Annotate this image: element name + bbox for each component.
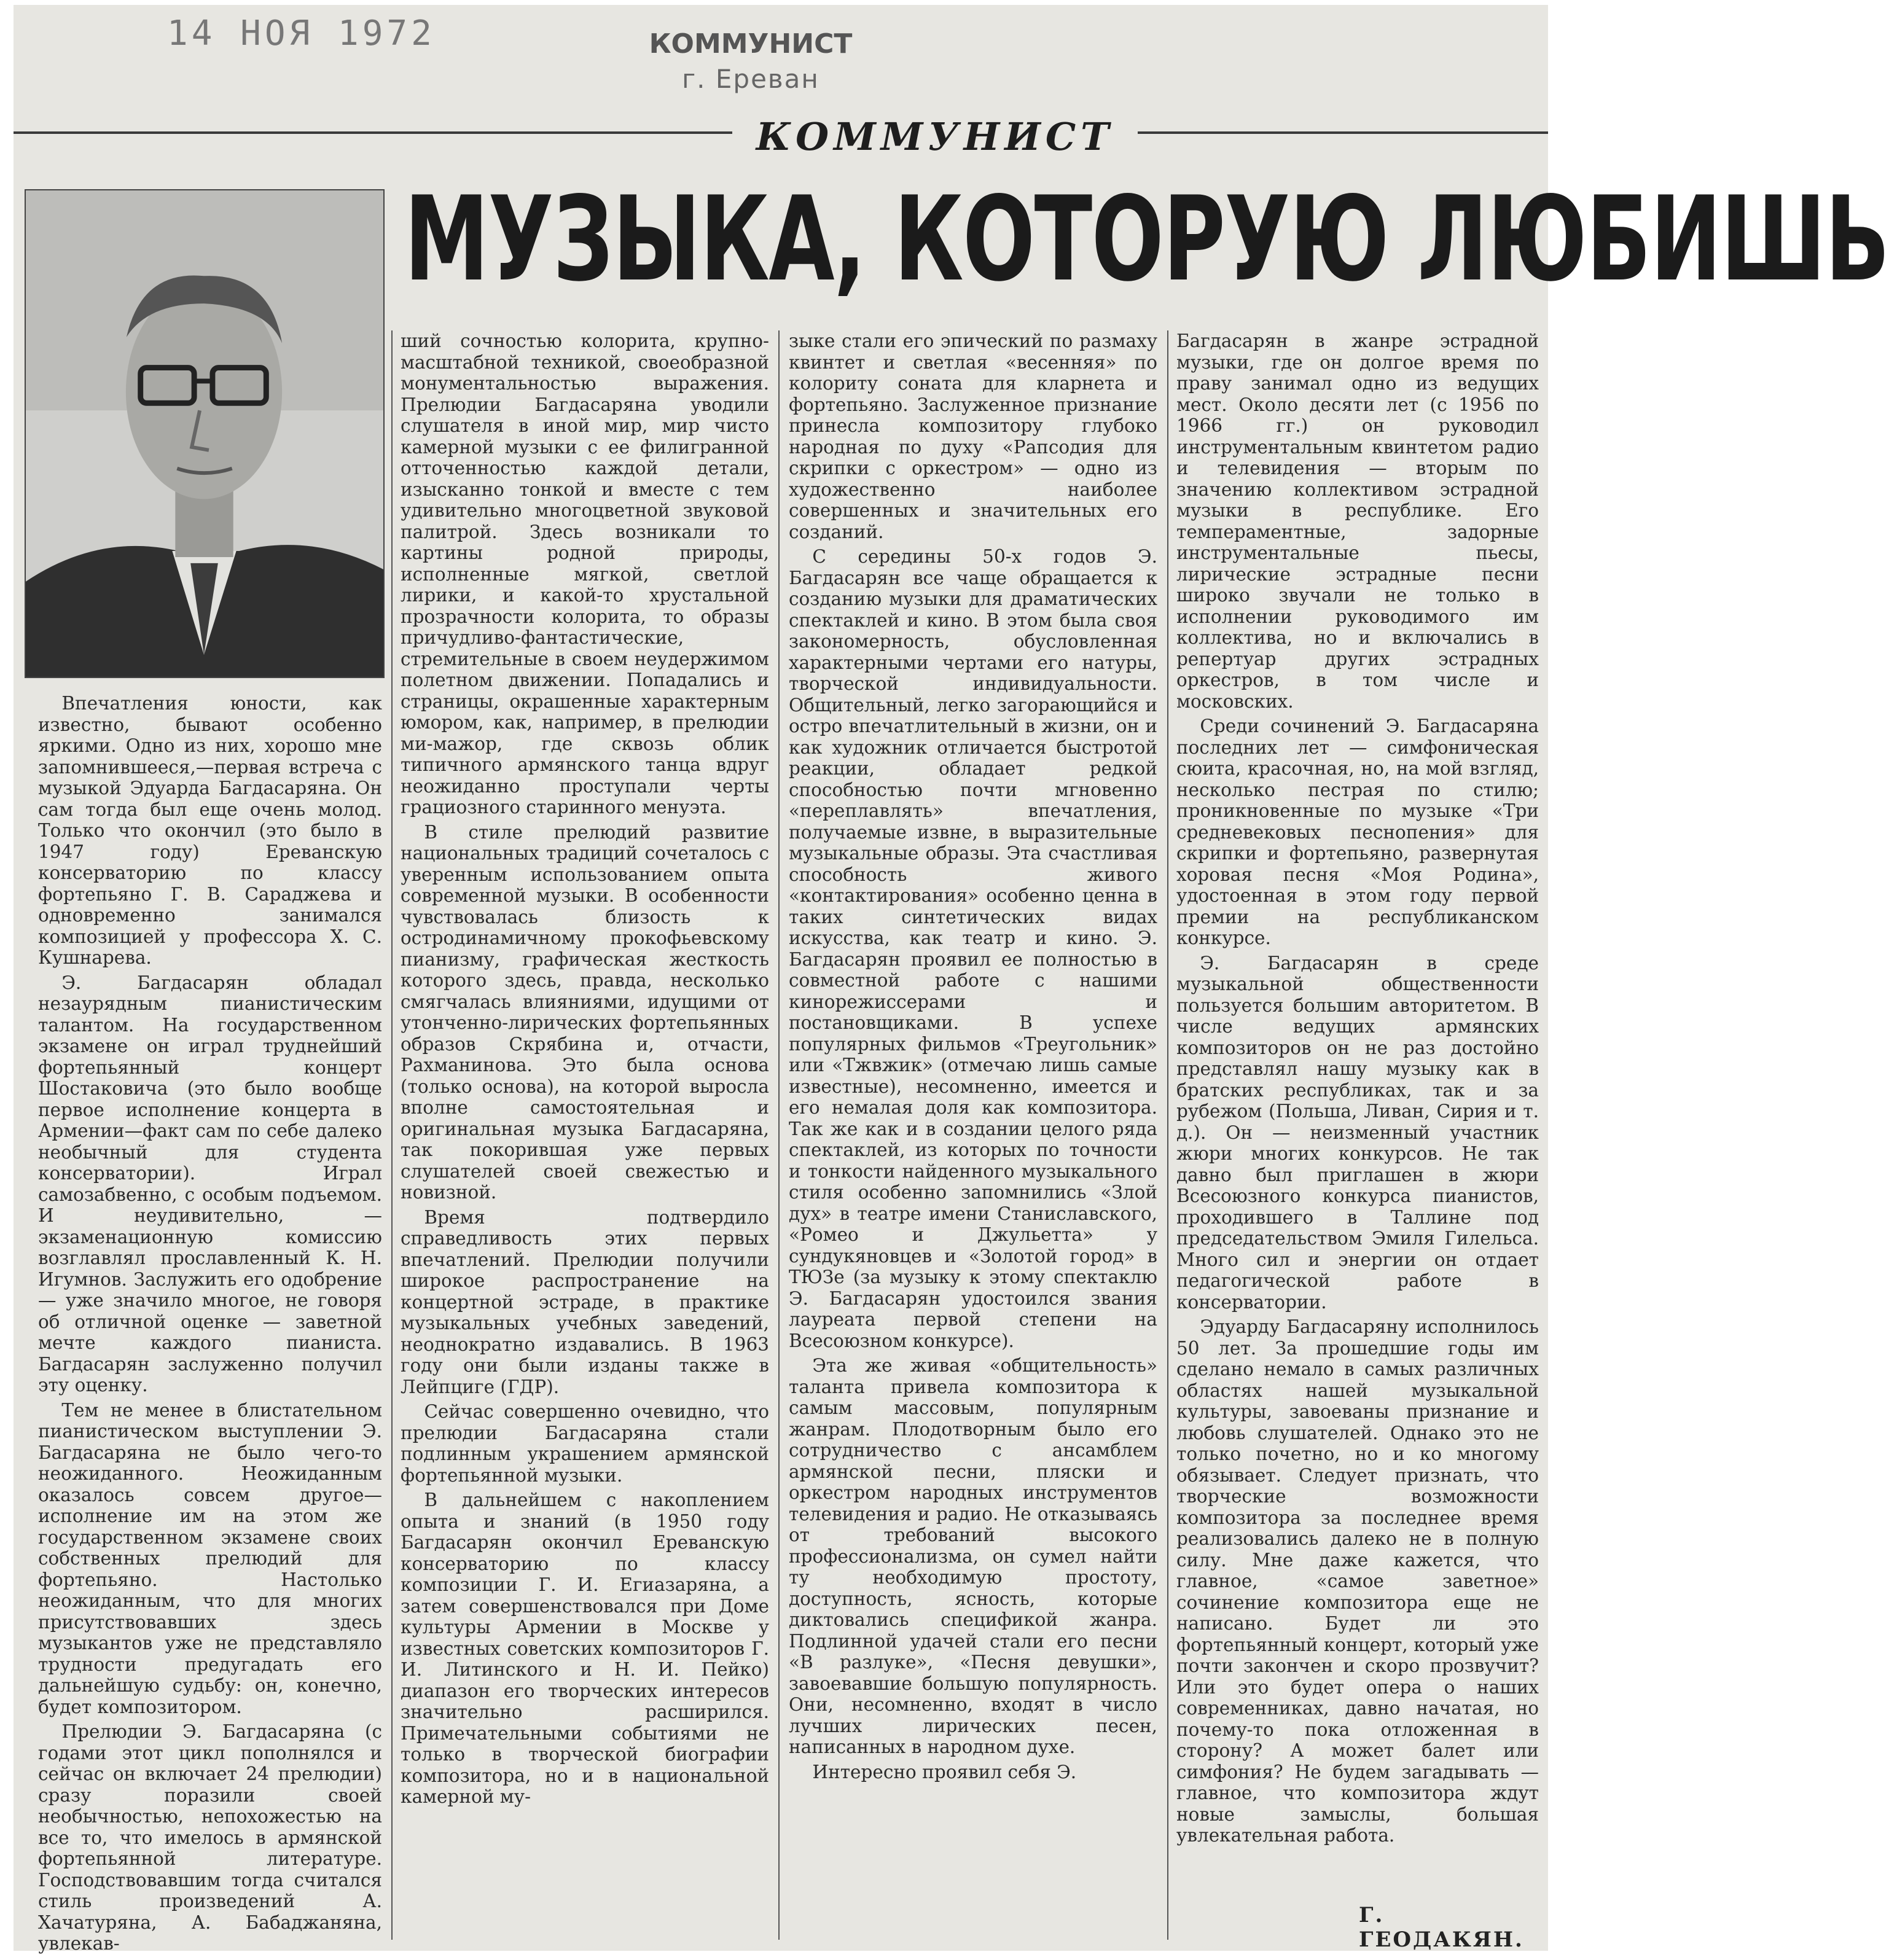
paragraph: Интересно проявил себя Э.: [812, 1761, 1077, 1782]
paragraph: Багдасарян в жанре эстрадной музыки, где он долгое время по праву занимал одно из ведущих мест. Около десяти лет (с 1956 по 1966 гг.) он руководил инструментальным квинтетом радио и телевидения — вторым по значению коллективом эстрадной музыки в республике. Его темпераментные, задорные инструментальные пьесы, лирические эстрадные песни широко звучали не только в исполнении руководимого им коллектива, но и включались в репертуар других эстрадных оркестров, в том числе и московских.: [1176, 330, 1539, 712]
article-column-4: [1176, 330, 1539, 1850]
paragraph: зыке стали его эпический по размаху квинтет и светлая «весенняя» по колориту соната для кларнета и фортепьяно. Заслуженное признание принесла композитору глубоко народная по духу «Рапсодия для скрипки с оркестром» — одно из художественно наиболее совершенных и значительных его созданий.: [789, 330, 1157, 542]
article-column-1: [38, 693, 382, 1958]
paragraph: Э. Багдасарян обладал незаурядным пианистическим талантом. На государственном экзамене он играл труднейший фортепьянный концерт Шостаковича (это было вообще первое исполнение концерта в Армении—факт сам по себе далеко необычный для студента консерватории). Играл самозабвенно, с особым подъемом. И неудивительно, — экзаменационную комиссию возглавлял прославленный К. Н. Игумнов. Заслужить его одобрение — уже значило многое, не говоря об отличной оценке — заветной мечте каждого пианиста. Багдасарян заслуженно получил эту оценку.: [38, 972, 382, 1396]
portrait-photo-icon: [25, 189, 385, 678]
newspaper-stamp: КОММУНИСТ: [649, 28, 853, 60]
paragraph: В дальнейшем с накоплением опыта и знаний (в 1950 году Багдасарян окончил Ереванскую консерваторию по классу композиции Г. И. Егиазаряна, а затем совершенствовался при Доме культуры Армении в Москве у известных советских композиторов Г. И. Литинского и Н. И. Пейко) диапазон его творческих интересов значительно расширился. Примечательными событиями не только в творческой биографии композитора, но и в национальной камерной му-: [401, 1490, 769, 1807]
paragraph: Эта же живая «общительность» таланта привела композитора к самым массовым, популярным жанрам. Плодотворным было его сотрудничество с ансамблем армянской песни, пляски и оркестром народных инструментов телевидения и радио. Не отказываясь от требований высокого профессионализма, он сумел найти ту необходимую простоту, доступность, ясность, которые диктовались спецификой жанра. Подлинной удачей стали его песни «В разлуке», «Песня девушки», завоевавшие большую популярность. Они, несомненно, входят в число лучших лирических песен, написанных в народном духе.: [789, 1355, 1157, 1757]
city-stamp: г. Ереван: [682, 64, 819, 94]
article-column-3: [789, 330, 1157, 1786]
paragraph: Впечатления юности, как известно, бывают особенно яркими. Одно из них, хорошо мне запомнившееся,—первая встреча с музыкой Эдуарда Багдасаряна. Он сам тогда был еще очень молод. Только что окончил (это было в 1947 году) Ереванскую консерваторию по классу фортепьяно Г. В. Сараджева и одновременно занимался композицией у профессора Х. С. Кушнарева.: [38, 693, 382, 968]
column-divider: [391, 330, 393, 1940]
paragraph: В стиле прелюдий развитие национальных традиций сочеталось с уверенным использованием опыта современной музыки. В особенности чувствовалась близость к остродинамичному прокофьевскому пианизму, графическая жесткость которого здесь, правда, несколько смягчалась влияниями, идущими от утонченно-лирических фортепьянных образов Скрябина и, отчасти, Рахманинова. Это была основа (только основа), на которой выросла вполне самостоятельная и оригинальная музыка Багдасаряна, так покорившая уже первых слушателей своей свежестью и новизной.: [401, 821, 769, 1203]
article-headline: МУЗЫКА, КОТОРУЮ ЛЮБИШЬ: [404, 171, 1889, 307]
paragraph: ший сочностью колорита, крупно-масштабной техникой, своеобразной монументальностью выражения. Прелюдии Багдасаряна уводили слушателя в иной мир, мир чисто камерной музыки с ее филигранной отточенностью каждой детали, изысканно тонкой и вместе с тем удивительно многоцветной звуковой палитрой. Здесь возникали то картины родной природы, исполненные мягкой, светлой лирики, и какой-то хрустальной прозрачности колорита, то образы причудливо-фантастические, стремительные в своем неудержимом полетном движении. Попадались и страницы, окрашенные характерным юмором, как, например, в прелюдии ми-мажор, где сквозь облик типичного армянского танца вдруг неожиданно проступали черты грациозного старинного менуэта.: [401, 330, 769, 818]
paragraph: Э. Багдасарян в среде музыкальной общественности пользуется большим авторитетом. В числе ведущих армянских композиторов он не раз достойно представлял нашу музыку как в братских республиках, так и за рубежом (Польша, Ливан, Сирия и т. д.). Он — неизменный участник жюри многих конкурсов. Не так давно был приглашен в жюри Всесоюзного конкурса пианистов, проходившего в Таллине под председательством Эмиля Гилельса. Много сил и энергии он отдает педагогической работе в консерватории.: [1176, 952, 1539, 1313]
column-divider: [778, 330, 780, 1940]
paragraph: Прелюдии Э. Багдасаряна (с годами этот цикл пополнялся и сейчас он включает 24 прелюдии) сразу поразили своей необычностью, непохожестью на все то, что имелось в армянской фортепьянной литературе. Господствовавшим тогда считался стиль произведений А. Хачатуряна, А. Бабаджаняна, увлекав-: [38, 1721, 382, 1954]
newspaper-clipping: [14, 5, 1889, 1954]
paragraph: С середины 50-х годов Э. Багдасарян все чаще обращается к созданию музыки для драматических спектаклей и кино. В этом была своя закономерность, обусловленная характерными чертами его натуры, творческой индивидуальности. Общительный, легко загорающийся и остро впечатлительный в жизни, он и как художник отличается быстротой реакции, обладает редкой способностью почти мгновенно «переплавлять» впечатления, получаемые извне, в выразительные музыкальные образы. Эта счастливая способность живого «контактирования» особенно ценна в таких синтетических видах искусства, как театр и кино. Э. Багдасарян проявил ее полностью в совместной работе с нашими кинорежиссерами и постановщиками. В успехе популярных фильмов «Треугольник» или «Тжвжик» (отмечаю лишь самые известные), несомненно, имеется и его немалая доля как композитора. Так же как и в создании целого ряда спектаклей, из которых по точности и тонкости найденного музыкального стиля особенно запомнились «Злой дух» в театре имени Станиславского, «Ромео и Джульетта» у сундукяновцев и «Золотой город» в ТЮЗе (за музыку к этому спектаклю Э. Багдасарян удостоился звания лауреата первой степени на Всесоюзном конкурсе).: [789, 546, 1157, 1351]
masthead: КОММУНИСТ: [732, 114, 1138, 159]
paragraph: Время подтвердило справедливость этих первых впечатлений. Прелюдии получили широкое распространение на концертной эстраде, в практике музыкальных учебных заведений, неоднократно издавались. В 1963 году они были изданы также в Лейпциге (ГДР).: [401, 1206, 769, 1397]
column-divider: [1167, 330, 1168, 1940]
paragraph: Среди сочинений Э. Багдасаряна последних лет — симфоническая сюита, красочная, но, на мой взгляд, несколько пестрая по стилю; проникновенные по музыке «Три средневековых песнопения» для скрипки и фортепьяно, развернутая хоровая песня «Моя Родина», удостоенная в этом году первой премии на республиканском конкурсе.: [1176, 716, 1539, 948]
paragraph: Эдуарду Багдасаряну исполнилось 50 лет. За прошедшие годы им сделано немало в самых различных областях нашей музыкальной культуры, завоеваны признание и любовь слушателей. Однако это не только почетно, но и ко многому обязывает. Следует признать, что творческие возможности композитора за последнее время реализовались далеко не в полную силу. Мне даже кажется, что главное, «самое заветное» сочинение композитора еще не написано. Будет ли это фортепьянный концерт, который уже почти закончен и скоро прозвучит? Или это будет опера о наших современниках, давно начатая, но почему-то пока отложенная в сторону? А может балет или симфония? Не будем загадывать — главное, что композитора ждут новые замыслы, большая увлекательная работа.: [1176, 1316, 1539, 1846]
date-stamp: 14 НОЯ 1972: [167, 14, 436, 53]
paragraph: Сейчас совершенно очевидно, что прелюдии Багдасаряна стали подлинным украшением армянской фортепьянной музыки.: [401, 1401, 769, 1486]
author-signature: Г. ГЕОДАКЯН.: [1359, 1903, 1524, 1952]
paragraph: Тем не менее в блистательном пианистическом выступлении Э. Багдасаряна не было чего-то неожиданного. Неожиданным оказалось совсем другое—исполнение им на этом же государственном экзамене своих собственных прелюдий для фортепьяно. Настолько неожиданным, что для многих присутствовавших здесь музыкантов уже не представляло трудности предугадать его дальнейшую судьбу: он, конечно, будет композитором.: [38, 1399, 382, 1717]
article-column-2: [401, 330, 769, 1811]
